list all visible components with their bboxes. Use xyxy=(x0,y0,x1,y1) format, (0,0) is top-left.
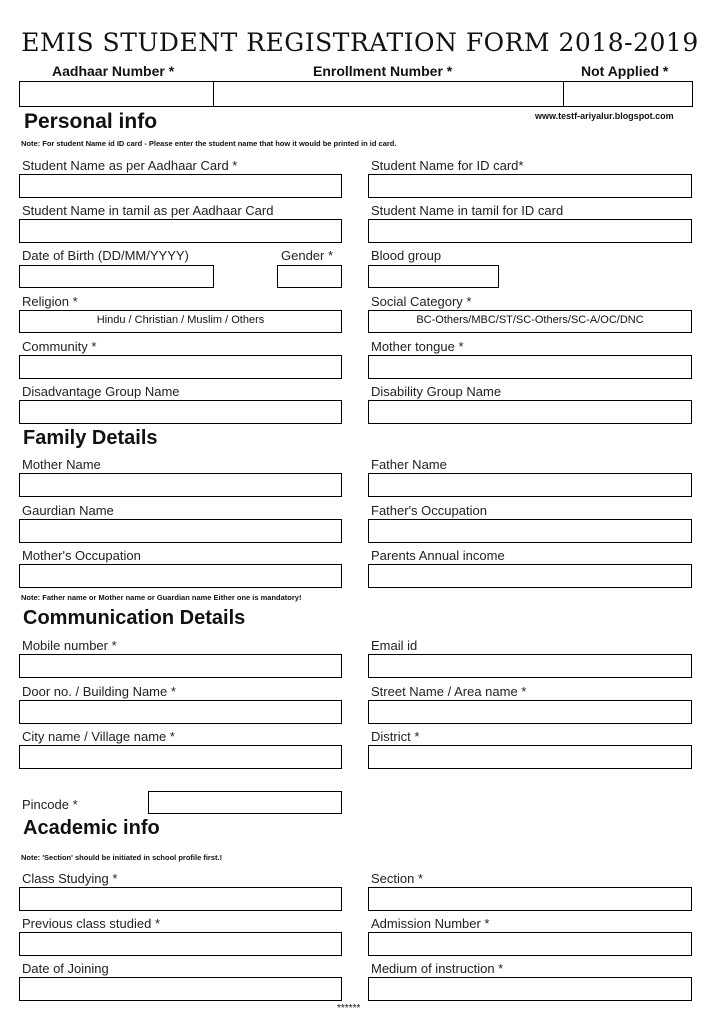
blood-group-input[interactable] xyxy=(368,265,499,288)
not-applied-input[interactable] xyxy=(563,81,693,107)
family-details-heading: Family Details xyxy=(23,427,158,449)
tamil-name-id-input[interactable] xyxy=(368,219,692,243)
social-category-input[interactable]: BC-Others/MBC/ST/SC-Others/SC-A/OC/DNC xyxy=(368,310,692,333)
disadvantage-label: Disadvantage Group Name xyxy=(22,384,180,399)
annual-income-input[interactable] xyxy=(368,564,692,588)
student-name-aadhaar-input[interactable] xyxy=(19,174,342,198)
mother-name-input[interactable] xyxy=(19,473,342,497)
aadhaar-input[interactable] xyxy=(19,81,214,107)
annual-income-label: Parents Annual income xyxy=(371,548,505,563)
religion-input[interactable]: Hindu / Christian / Muslim / Others xyxy=(19,310,342,333)
guardian-name-label: Gaurdian Name xyxy=(22,503,114,518)
community-input[interactable] xyxy=(19,355,342,379)
pincode-input[interactable] xyxy=(148,791,342,814)
tamil-name-id-label: Student Name in tamil for ID card xyxy=(371,203,564,218)
mobile-input[interactable] xyxy=(19,654,342,678)
aadhaar-label: Aadhaar Number * xyxy=(52,63,175,79)
date-joining-label: Date of Joining xyxy=(22,961,109,976)
student-name-id-input[interactable] xyxy=(368,174,692,198)
enrollment-input[interactable] xyxy=(213,81,564,107)
dob-input[interactable] xyxy=(19,265,214,288)
class-studying-label: Class Studying * xyxy=(22,871,118,886)
street-input[interactable] xyxy=(368,700,692,724)
previous-class-label: Previous class studied * xyxy=(22,916,161,931)
disadvantage-input[interactable] xyxy=(19,400,342,424)
district-input[interactable] xyxy=(368,745,692,769)
communication-heading: Communication Details xyxy=(23,607,246,629)
student-name-aadhaar-label: Student Name as per Aadhaar Card * xyxy=(22,158,238,173)
academic-heading: Academic info xyxy=(23,817,160,839)
student-name-id-label: Student Name for ID card* xyxy=(371,158,524,173)
door-label: Door no. / Building Name * xyxy=(22,684,176,699)
mother-name-label: Mother Name xyxy=(22,457,101,472)
section-input[interactable] xyxy=(368,887,692,911)
mother-tongue-input[interactable] xyxy=(368,355,692,379)
academic-note: Note: 'Section' should be initiated in school profile first.! xyxy=(21,853,223,862)
admission-number-input[interactable] xyxy=(368,932,692,956)
not-applied-label: Not Applied * xyxy=(581,63,669,79)
email-input[interactable] xyxy=(368,654,692,678)
religion-label: Religion * xyxy=(22,294,78,309)
pincode-label: Pincode * xyxy=(22,797,78,812)
father-name-label: Father Name xyxy=(371,457,447,472)
disability-input[interactable] xyxy=(368,400,692,424)
dob-label: Date of Birth (DD/MM/YYYY) xyxy=(22,248,189,263)
social-category-label: Social Category * xyxy=(371,294,472,309)
door-input[interactable] xyxy=(19,700,342,724)
blood-group-label: Blood group xyxy=(371,248,442,263)
date-joining-input[interactable] xyxy=(19,977,342,1001)
tamil-name-aadhaar-label: Student Name in tamil as per Aadhaar Card xyxy=(22,203,274,218)
district-label: District * xyxy=(371,729,420,744)
city-input[interactable] xyxy=(19,745,342,769)
personal-info-heading: Personal info xyxy=(24,110,158,133)
gender-input[interactable] xyxy=(277,265,342,288)
guardian-name-input[interactable] xyxy=(19,519,342,543)
street-label: Street Name / Area name * xyxy=(371,684,527,699)
medium-input[interactable] xyxy=(368,977,692,1001)
mother-tongue-label: Mother tongue * xyxy=(371,339,464,354)
form-title: EMIS STUDENT REGISTRATION FORM 2018-2019 xyxy=(21,28,699,57)
tamil-name-aadhaar-input[interactable] xyxy=(19,219,342,243)
father-name-input[interactable] xyxy=(368,473,692,497)
medium-label: Medium of instruction * xyxy=(371,961,504,976)
personal-note: Note: For student Name id ID card - Please enter the student name that how it would be printed in id card. xyxy=(21,139,397,148)
enrollment-label: Enrollment Number * xyxy=(313,63,453,79)
city-label: City name / Village name * xyxy=(22,729,175,744)
community-label: Community * xyxy=(22,339,97,354)
footer-stars: ****** xyxy=(337,1003,361,1014)
family-note: Note: Father name or Mother name or Guardian name Either one is mandatory! xyxy=(21,593,302,602)
section-label: Section * xyxy=(371,871,424,886)
gender-label: Gender * xyxy=(281,248,334,263)
admission-number-label: Admission Number * xyxy=(371,916,490,931)
mother-occupation-input[interactable] xyxy=(19,564,342,588)
disability-label: Disability Group Name xyxy=(371,384,502,399)
mobile-label: Mobile number * xyxy=(22,638,117,653)
mother-occupation-label: Mother's Occupation xyxy=(22,548,141,563)
father-occupation-label: Father's Occupation xyxy=(371,503,487,518)
previous-class-input[interactable] xyxy=(19,932,342,956)
class-studying-input[interactable] xyxy=(19,887,342,911)
email-label: Email id xyxy=(371,638,418,653)
father-occupation-input[interactable] xyxy=(368,519,692,543)
website-url: www.testf-ariyalur.blogspot.com xyxy=(535,111,674,121)
